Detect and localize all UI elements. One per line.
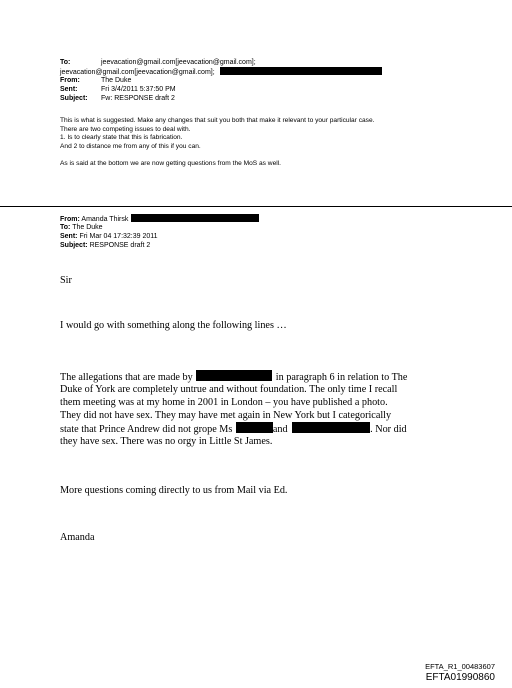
from-label: From: [60,77,80,84]
redaction-bar [196,370,272,381]
email1-from-value: The Duke [101,77,132,84]
letter-paragraph-line: They did not have sex. They may have met again in New York but I categorically [60,410,392,421]
email1-to-row [60,58,70,67]
from-label: From: [60,216,80,223]
letter-text: . Nor did [370,424,407,435]
letter-text: state that Prince Andrew did not grope Ms [60,424,233,435]
redaction-bar [131,214,259,222]
sent-label: Sent: [60,86,78,93]
email1-body-line: This is what is suggested. Make any changes that suit you both that make it relevant to your particular case. [60,117,375,124]
separator-rule [0,206,512,207]
letter-text: and [272,424,288,435]
subject-label: Subject: [60,242,88,249]
email1-subject-value: Fw: RESPONSE draft 2 [101,95,175,102]
sent-label: Sent: [60,233,78,240]
letter-paragraph-line: Duke of York are completely untrue and without foundation. The only time I recall [60,384,398,395]
letter-signoff: Amanda [60,532,95,543]
to-label: To: [60,59,71,66]
email2-sent-value: Fri Mar 04 17:32:39 2011 [79,233,158,240]
letter-paragraph-line: they have sex. There was no orgy in Little St James. [60,436,273,447]
email1-to-line2-text: jeevacation@gmail.com[jeevacation@gmail.com]; [60,69,215,76]
email2-from-value: Amanda Thirsk [81,216,129,223]
letter-more-questions: More questions coming directly to us from Mail via Ed. [60,485,288,496]
letter-intro: I would go with something along the following lines … [60,320,287,331]
footer-ref-2: EFTA01990860 [425,672,495,683]
redaction-bar [220,67,382,75]
redaction-bar [236,422,273,433]
redaction-bar [292,422,370,433]
email2-sent-row [60,232,158,241]
footer-ref-1: EFTA_R1_00483607 [425,662,495,671]
email1-body-line: There are two competing issues to deal with. [60,125,191,133]
letter-text: in paragraph 6 in relation to The [275,372,408,383]
email2-to-value: The Duke [72,224,103,231]
email1-sent-value: Fri 3/4/2011 5:37:50 PM [101,86,176,93]
subject-label: Subject: [60,95,88,102]
email1-body-line: And 2 to distance me from any of this if you can. [60,142,201,150]
email1-body-line: 1. Is to clearly state that this is fabrication. [60,134,183,141]
to-label: To: [60,224,71,231]
email2-subject-row [60,241,150,250]
letter-text: The allegations that are made by [60,372,193,383]
email1-closing-line: As is said at the bottom we are now getting questions from the MoS as well. [60,160,282,167]
email1-to-value: jeevacation@gmail.com[jeevacation@gmail.com]; [101,59,256,66]
email2-to-row [60,223,103,232]
email2-subject-value: RESPONSE draft 2 [89,242,151,249]
salutation: Sir [60,275,72,286]
letter-paragraph-line: them meeting was at my home in 2001 in London – you have published a photo. [60,397,388,408]
